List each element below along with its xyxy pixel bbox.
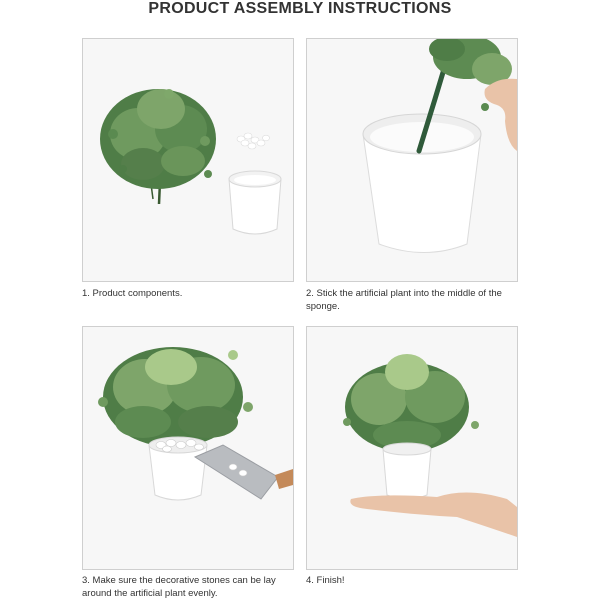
step-3-caption: 3. Make sure the decorative stones can be lay around the artificial plant evenly.: [82, 575, 276, 599]
pot: [229, 171, 281, 234]
step-1-photo: [82, 38, 294, 282]
step-4-caption: 4. Finish!: [306, 575, 345, 586]
pot: [383, 443, 431, 499]
page-title: PRODUCT ASSEMBLY INSTRUCTIONS: [148, 0, 452, 17]
step-2-caption: 2. Stick the artificial plant into the middle of the sponge.: [306, 288, 502, 312]
step-4-photo: [306, 326, 518, 570]
step-3-illustration: [83, 327, 293, 569]
step-1-caption: 1. Product components.: [82, 288, 183, 299]
step-4-illustration: [307, 327, 517, 569]
step-3-photo: [82, 326, 294, 570]
step-1-illustration: [83, 39, 293, 281]
step-2-illustration: [307, 39, 517, 281]
step-2-photo: [306, 38, 518, 282]
